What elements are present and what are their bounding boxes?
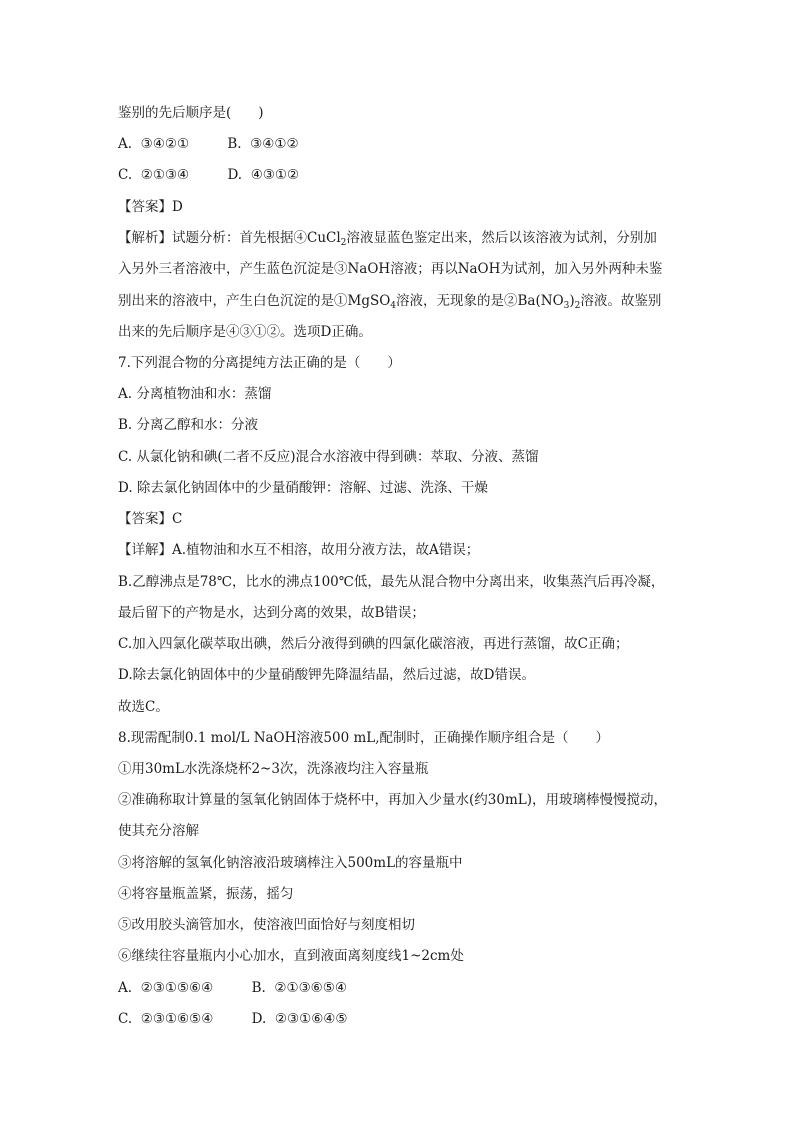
question-8-step-1: ①用30mL水洗涤烧杯2~3次，洗涤液均注入容量瓶 bbox=[118, 761, 429, 777]
question-8-options-cd bbox=[118, 1010, 678, 1028]
analysis-line-2: 入另外三者溶液中，产生蓝色沉淀是③NaOH溶液；再以NaOH为试剂，加入另外两种未鉴 bbox=[118, 261, 663, 277]
option-c-text: ②①③④ bbox=[140, 167, 190, 183]
analysis-line-4: 出来的先后顺序是④③①②。选项D正确。 bbox=[118, 324, 372, 340]
question-8-stem: 8.现需配制0.1 mol/L NaOH溶液500 mL,配制时，正确操作顺序组合是（ ） bbox=[118, 730, 610, 746]
option-d-text: ②③①⑥④⑤ bbox=[274, 1011, 348, 1027]
question-6-options-ab bbox=[118, 135, 678, 153]
analysis-line-1: 【解析】试题分析：首先根据④CuCl$_2$溶液显蓝色鉴定出来，然后以该溶液为试剂，分别加 bbox=[118, 230, 657, 248]
option-d-letter: D. bbox=[251, 1011, 267, 1027]
option-b-text: ③④①② bbox=[250, 136, 299, 152]
question-8-step-3: ③将溶解的氢氧化钠溶液沿玻璃棒注入500mL的容量瓶中 bbox=[118, 855, 463, 871]
option-a-letter: A. bbox=[118, 136, 133, 152]
analysis-line-3: 别出来的溶液中，产生白色沉淀的是①MgSO$_4$溶液，无现象的是$②Ba(NO_3)_2$溶液。故鉴别 bbox=[118, 293, 662, 311]
question-8-step-2: ②准确称取计算量的氢氧化钠固体于烧杯中，再加入少量水(约30mL)，用玻璃棒慢慢搅动， bbox=[118, 792, 667, 808]
option-c-letter: C. bbox=[118, 167, 133, 183]
option-a-text: ③④②① bbox=[140, 136, 190, 152]
question-8-step-2-cont: 使其充分溶解 bbox=[118, 823, 199, 839]
question-7-explain-line-2: B.乙醇沸点是78℃，比水的沸点100℃低，最先从混合物中分离出来，收集蒸汽后再冷凝， bbox=[118, 574, 665, 590]
question-6-tail: 鉴别的先后顺序是( ) bbox=[118, 105, 264, 121]
question-6-options-cd bbox=[118, 166, 678, 184]
option-d-letter: D. bbox=[227, 167, 243, 183]
question-8-step-6: ⑥继续往容量瓶内小心加水，直到液面离刻度线1~2cm处 bbox=[118, 948, 464, 964]
question-7-stem: 7.下列混合物的分离提纯方法正确的是（ ） bbox=[118, 355, 401, 371]
question-7-option-a: A. 分离植物油和水：蒸馏 bbox=[118, 386, 272, 402]
option-b-text: ②①③⑥⑤④ bbox=[274, 980, 347, 996]
option-a-letter: A. bbox=[118, 980, 133, 996]
question-7-option-c: C. 从氯化钠和碘(二者不反应)混合水溶液中得到碘：萃取、分液、蒸馏 bbox=[118, 449, 539, 465]
question-6-answer: 【答案】D bbox=[118, 199, 183, 215]
question-8-step-4: ④将容量瓶盖紧，振荡，摇匀 bbox=[118, 886, 294, 902]
question-7-conclusion: 故选C。 bbox=[118, 699, 169, 715]
question-7-option-d: D. 除去氯化钠固体中的少量硝酸钾：溶解、过滤、洗涤、干燥 bbox=[118, 480, 488, 496]
option-a-text: ②③①⑤⑥④ bbox=[140, 980, 214, 996]
option-b-letter: B. bbox=[251, 980, 266, 996]
question-8-step-5: ⑤改用胶头滴管加水，使溶液凹面恰好与刻度相切 bbox=[118, 917, 415, 933]
question-7-explain-line-5: D.除去氯化钠固体中的少量硝酸钾先降温结晶，然后过滤，故D错误。 bbox=[118, 667, 535, 683]
option-d-text: ④③①② bbox=[250, 167, 300, 183]
question-8-options-ab bbox=[118, 979, 678, 997]
question-7-explain-line-3: 最后留下的产物是水，达到分离的效果，故B错误； bbox=[118, 605, 425, 621]
question-7-explain-line-4: C.加入四氯化碳萃取出碘，然后分液得到碘的四氯化碳溶液，再进行蒸馏，故C正确； bbox=[118, 636, 629, 652]
option-c-text: ②③①⑥⑤④ bbox=[140, 1011, 214, 1027]
option-b-letter: B. bbox=[227, 136, 242, 152]
question-7-answer: 【答案】C bbox=[118, 511, 183, 527]
option-c-letter: C. bbox=[118, 1011, 133, 1027]
question-7-option-b: B. 分离乙醇和水：分液 bbox=[118, 417, 259, 433]
question-7-explain-line-1: 【详解】A.植物油和水互不相溶，故用分液方法，故A错误； bbox=[118, 542, 480, 558]
